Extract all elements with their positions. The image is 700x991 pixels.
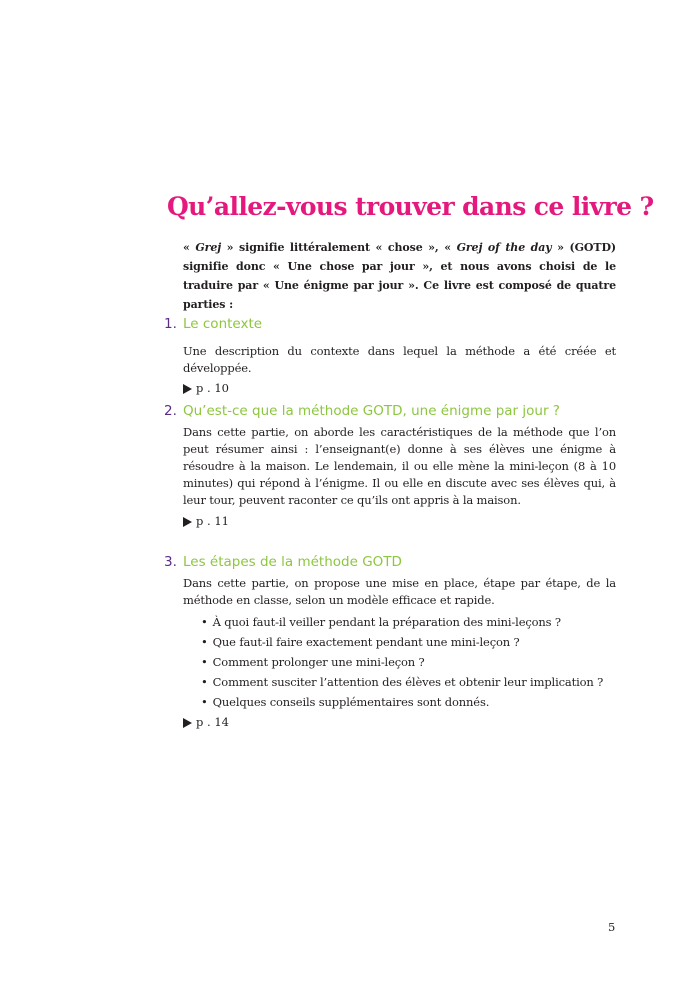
page-reference-label: p . 10 xyxy=(196,381,229,395)
list-item-text: Comment prolonger une mini-leçon ? xyxy=(212,655,425,669)
section-number: 3. xyxy=(164,554,177,570)
section-steps xyxy=(164,553,620,731)
page-reference xyxy=(183,714,620,731)
intro-text: » signifie littéralement « chose », « xyxy=(221,241,457,254)
bullet-icon: • xyxy=(201,675,208,689)
page-reference xyxy=(183,513,620,530)
bullet-icon: • xyxy=(201,695,208,709)
intro-paragraph xyxy=(183,238,616,314)
triangle-right-icon xyxy=(183,718,192,728)
section-number: 1. xyxy=(164,316,177,332)
list-item-text: Comment susciter l’attention des élèves et obtenir leur implication ? xyxy=(212,675,604,689)
page-reference-label: p . 14 xyxy=(196,715,229,729)
list-item-text: À quoi faut-il veiller pendant la préparation des mini-leçons ? xyxy=(212,615,561,629)
section-title: Le contexte xyxy=(183,316,263,332)
section-body: Dans cette partie, on aborde les caractéristiques de la méthode que l’on peut résumer ainsi : l’enseignant(e) donne à ses élèves une énigme à résoudre à la maison. Le lendemain, il ou elle mène la mini-leçon (8 à 10 minutes) qui répond à l’énigme. Il ou elle en discute avec ses élèves qui, à leur tour, peuvent raconter ce qu’ils ont appris à la maison. xyxy=(183,425,616,507)
intro-text: « xyxy=(183,241,196,254)
section-body: Dans cette partie, on propose une mise en place, étape par étape, de la méthode en classe, selon un modèle efficace et rapide. xyxy=(183,576,616,607)
section-context xyxy=(164,315,620,397)
section-title: Qu’est-ce que la méthode GOTD, une énigme par jour ? xyxy=(183,403,560,419)
intro-term-grej: Grej xyxy=(195,241,222,254)
page-title: Qu’allez-vous trouver dans ce livre ? xyxy=(167,192,654,221)
triangle-right-icon xyxy=(183,517,192,527)
intro-text: » (GOTD) signifie donc « Une chose par jour », et nous avons choisi de le traduire par « Une énigme par jour ». Ce livre est composé de quatre parties : xyxy=(183,241,616,311)
section-number: 2. xyxy=(164,403,177,419)
section-heading xyxy=(164,402,620,420)
bullet-icon: • xyxy=(201,635,208,649)
page-number: 5 xyxy=(608,920,616,934)
list-item xyxy=(201,652,620,672)
list-item xyxy=(201,632,620,652)
bullet-icon: • xyxy=(201,615,208,629)
page-reference xyxy=(183,380,620,397)
section-method xyxy=(164,402,620,530)
section-heading xyxy=(164,553,620,571)
list-item-text: Quelques conseils supplémentaires sont donnés. xyxy=(212,695,490,709)
intro-term-grej-of-the-day: Grej of the day xyxy=(456,241,552,254)
bullet-icon: • xyxy=(201,655,208,669)
list-item xyxy=(201,692,620,712)
list-item xyxy=(201,612,620,632)
section-body: Une description du contexte dans lequel la méthode a été créée et développée. xyxy=(183,344,616,375)
list-item-text: Que faut-il faire exactement pendant une mini-leçon ? xyxy=(212,635,520,649)
bullet-list xyxy=(201,612,620,712)
page-reference-label: p . 11 xyxy=(196,514,229,528)
list-item xyxy=(201,672,620,692)
section-heading xyxy=(164,315,620,333)
triangle-right-icon xyxy=(183,384,192,394)
section-title: Les étapes de la méthode GOTD xyxy=(183,554,402,570)
